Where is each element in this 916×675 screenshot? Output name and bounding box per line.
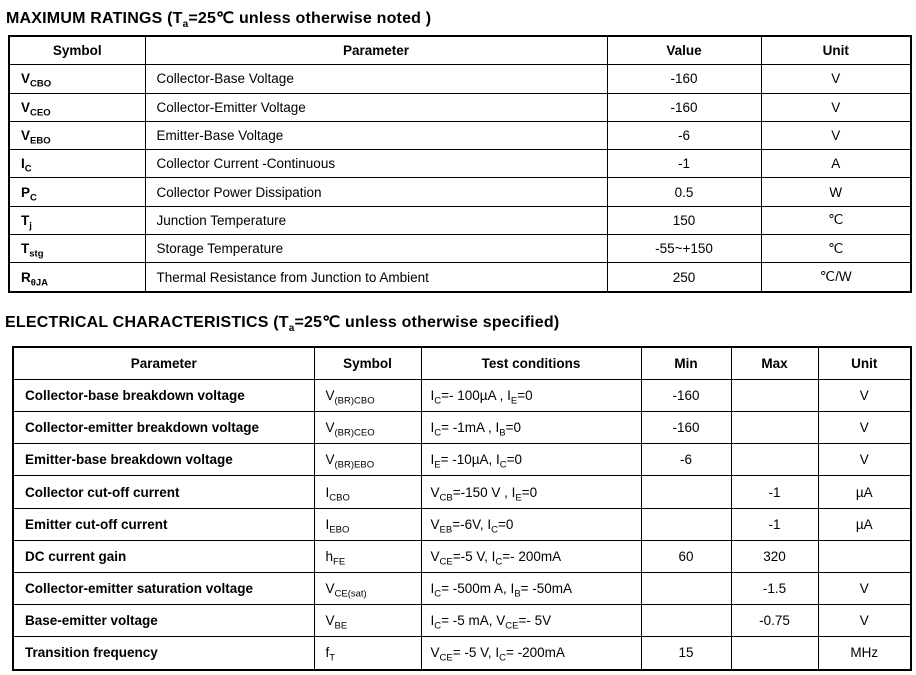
table-row [9,263,911,292]
conditions-cell: $I_C= -500m$ A, $I_B= -50mA$ [421,572,641,604]
header-cell-parameter: Parameter [13,347,314,380]
table-row [13,508,911,540]
min-cell: -160 [641,412,731,444]
electrical-characteristics-table [12,346,912,671]
conditions-cell: $V_{CE}= -5$ V, $I_C= -200mA$ [421,637,641,670]
table-header-row [9,36,911,65]
table-row [9,121,911,149]
table-row [13,476,911,508]
table-row [9,150,911,178]
symbol-cell: $V_{(BR)EBO}$ [314,444,421,476]
symbol-cell: $T_{stg}$ [9,235,145,263]
header-cell-value: Value [607,36,761,65]
table-header-row [13,347,911,380]
symbol-cell: $V_{CEO}$ [9,93,145,121]
parameter-cell: Storage Temperature [145,235,607,263]
table-row [9,235,911,263]
conditions-cell: $V_{EB}=-6V$, $I_C=0$ [421,508,641,540]
unit-cell: MHz [818,637,911,670]
header-cell-unit: Unit [761,36,911,65]
max-cell [731,379,818,411]
header-cell-symbol: Symbol [314,347,421,380]
unit-cell: W [761,178,911,206]
table-row [9,65,911,93]
max-cell: -1 [731,508,818,540]
conditions-cell: $I_C= -5$ mA, $V_{CE}=-$ 5V [421,605,641,637]
parameter-cell: Emitter-Base Voltage [145,121,607,149]
parameter-cell: Collector cut-off current [13,476,314,508]
table-row [9,206,911,234]
header-cell-max: Max [731,347,818,380]
parameter-cell: Collector-Base Voltage [145,65,607,93]
min-cell [641,476,731,508]
parameter-cell: Transition frequency [13,637,314,670]
min-cell: 60 [641,540,731,572]
parameter-cell: Collector-Emitter Voltage [145,93,607,121]
max-cell: 320 [731,540,818,572]
table-row [13,444,911,476]
symbol-cell: $f_T$ [314,637,421,670]
unit-cell: V [761,65,911,93]
table-row [13,572,911,604]
parameter-cell: Thermal Resistance from Junction to Ambient [145,263,607,292]
symbol-cell: $V_{EBO}$ [9,121,145,149]
table-row [13,540,911,572]
symbol-cell: $V_{(BR)CBO}$ [314,379,421,411]
unit-cell: V [761,121,911,149]
header-cell-min: Min [641,347,731,380]
symbol-cell: $V_{(BR)CEO}$ [314,412,421,444]
unit-cell: V [818,379,911,411]
parameter-cell: Collector-emitter saturation voltage [13,572,314,604]
maximum-ratings-table [8,35,912,293]
value-cell: -160 [607,93,761,121]
max-cell: -0.75 [731,605,818,637]
parameter-cell: Collector Power Dissipation [145,178,607,206]
min-cell [641,572,731,604]
symbol-cell: $V_{CE(sat)}$ [314,572,421,604]
value-cell: 250 [607,263,761,292]
min-cell: -160 [641,379,731,411]
table-row [9,93,911,121]
parameter-cell: Emitter-base breakdown voltage [13,444,314,476]
max-cell [731,412,818,444]
unit-cell: ℃ [761,206,911,234]
unit-cell: V [761,93,911,121]
parameter-cell: Collector-emitter breakdown voltage [13,412,314,444]
symbol-cell: $I_{EBO}$ [314,508,421,540]
value-cell: -160 [607,65,761,93]
parameter-cell: Collector-base breakdown voltage [13,379,314,411]
header-cell-unit: Unit [818,347,911,380]
unit-cell: A [761,150,911,178]
value-cell: 150 [607,206,761,234]
value-cell: -6 [607,121,761,149]
conditions-cell: $I_E= -10\mu A$, $I_C=0$ [421,444,641,476]
parameter-cell: Emitter cut-off current [13,508,314,540]
conditions-cell: $I_C=-$ 100µA , $I_E=0$ [421,379,641,411]
parameter-cell: Base-emitter voltage [13,605,314,637]
header-cell-parameter: Parameter [145,36,607,65]
value-cell: -55~+150 [607,235,761,263]
symbol-cell: $I_C$ [9,150,145,178]
symbol-cell: $V_{CBO}$ [9,65,145,93]
unit-cell: µA [818,476,911,508]
table-row [13,637,911,670]
unit-cell: µA [818,508,911,540]
section-title-maximum-ratings: MAXIMUM RATINGS ($T_a=25℃$ unless otherwise noted ) [6,10,432,31]
min-cell: 15 [641,637,731,670]
table-row [13,412,911,444]
symbol-cell: $T_j$ [9,206,145,234]
unit-cell: V [818,572,911,604]
header-cell-test-conditions: Test conditions [421,347,641,380]
value-cell: 0.5 [607,178,761,206]
unit-cell: V [818,412,911,444]
unit-cell: V [818,605,911,637]
conditions-cell: $I_C= -1mA$ , $I_B=0$ [421,412,641,444]
parameter-cell: Collector Current -Continuous [145,150,607,178]
max-cell [731,444,818,476]
table-row [13,605,911,637]
value-cell: -1 [607,150,761,178]
table-row [9,178,911,206]
conditions-cell: $V_{CB}=-150$ V , $I_E=0$ [421,476,641,508]
header-cell-symbol: Symbol [9,36,145,65]
parameter-cell: Junction Temperature [145,206,607,234]
max-cell [731,637,818,670]
min-cell [641,605,731,637]
symbol-cell: $h_{FE}$ [314,540,421,572]
unit-cell: V [818,444,911,476]
max-cell: -1 [731,476,818,508]
table-row [13,379,911,411]
min-cell: -6 [641,444,731,476]
symbol-cell: $R_{\theta JA}$ [9,263,145,292]
unit-cell: ℃ [761,235,911,263]
symbol-cell: $I_{CBO}$ [314,476,421,508]
unit-cell: ℃/W [761,263,911,292]
symbol-cell: $P_C$ [9,178,145,206]
parameter-cell: DC current gain [13,540,314,572]
section-title-electrical-characteristics: ELECTRICAL CHARACTERISTICS ($T_a=25℃$ unless otherwise specified) [5,313,560,334]
conditions-cell: $V_{CE}=-5$ V, $I_C=-$ 200mA [421,540,641,572]
min-cell [641,508,731,540]
unit-cell [818,540,911,572]
symbol-cell: $V_{BE}$ [314,605,421,637]
max-cell: -1.5 [731,572,818,604]
